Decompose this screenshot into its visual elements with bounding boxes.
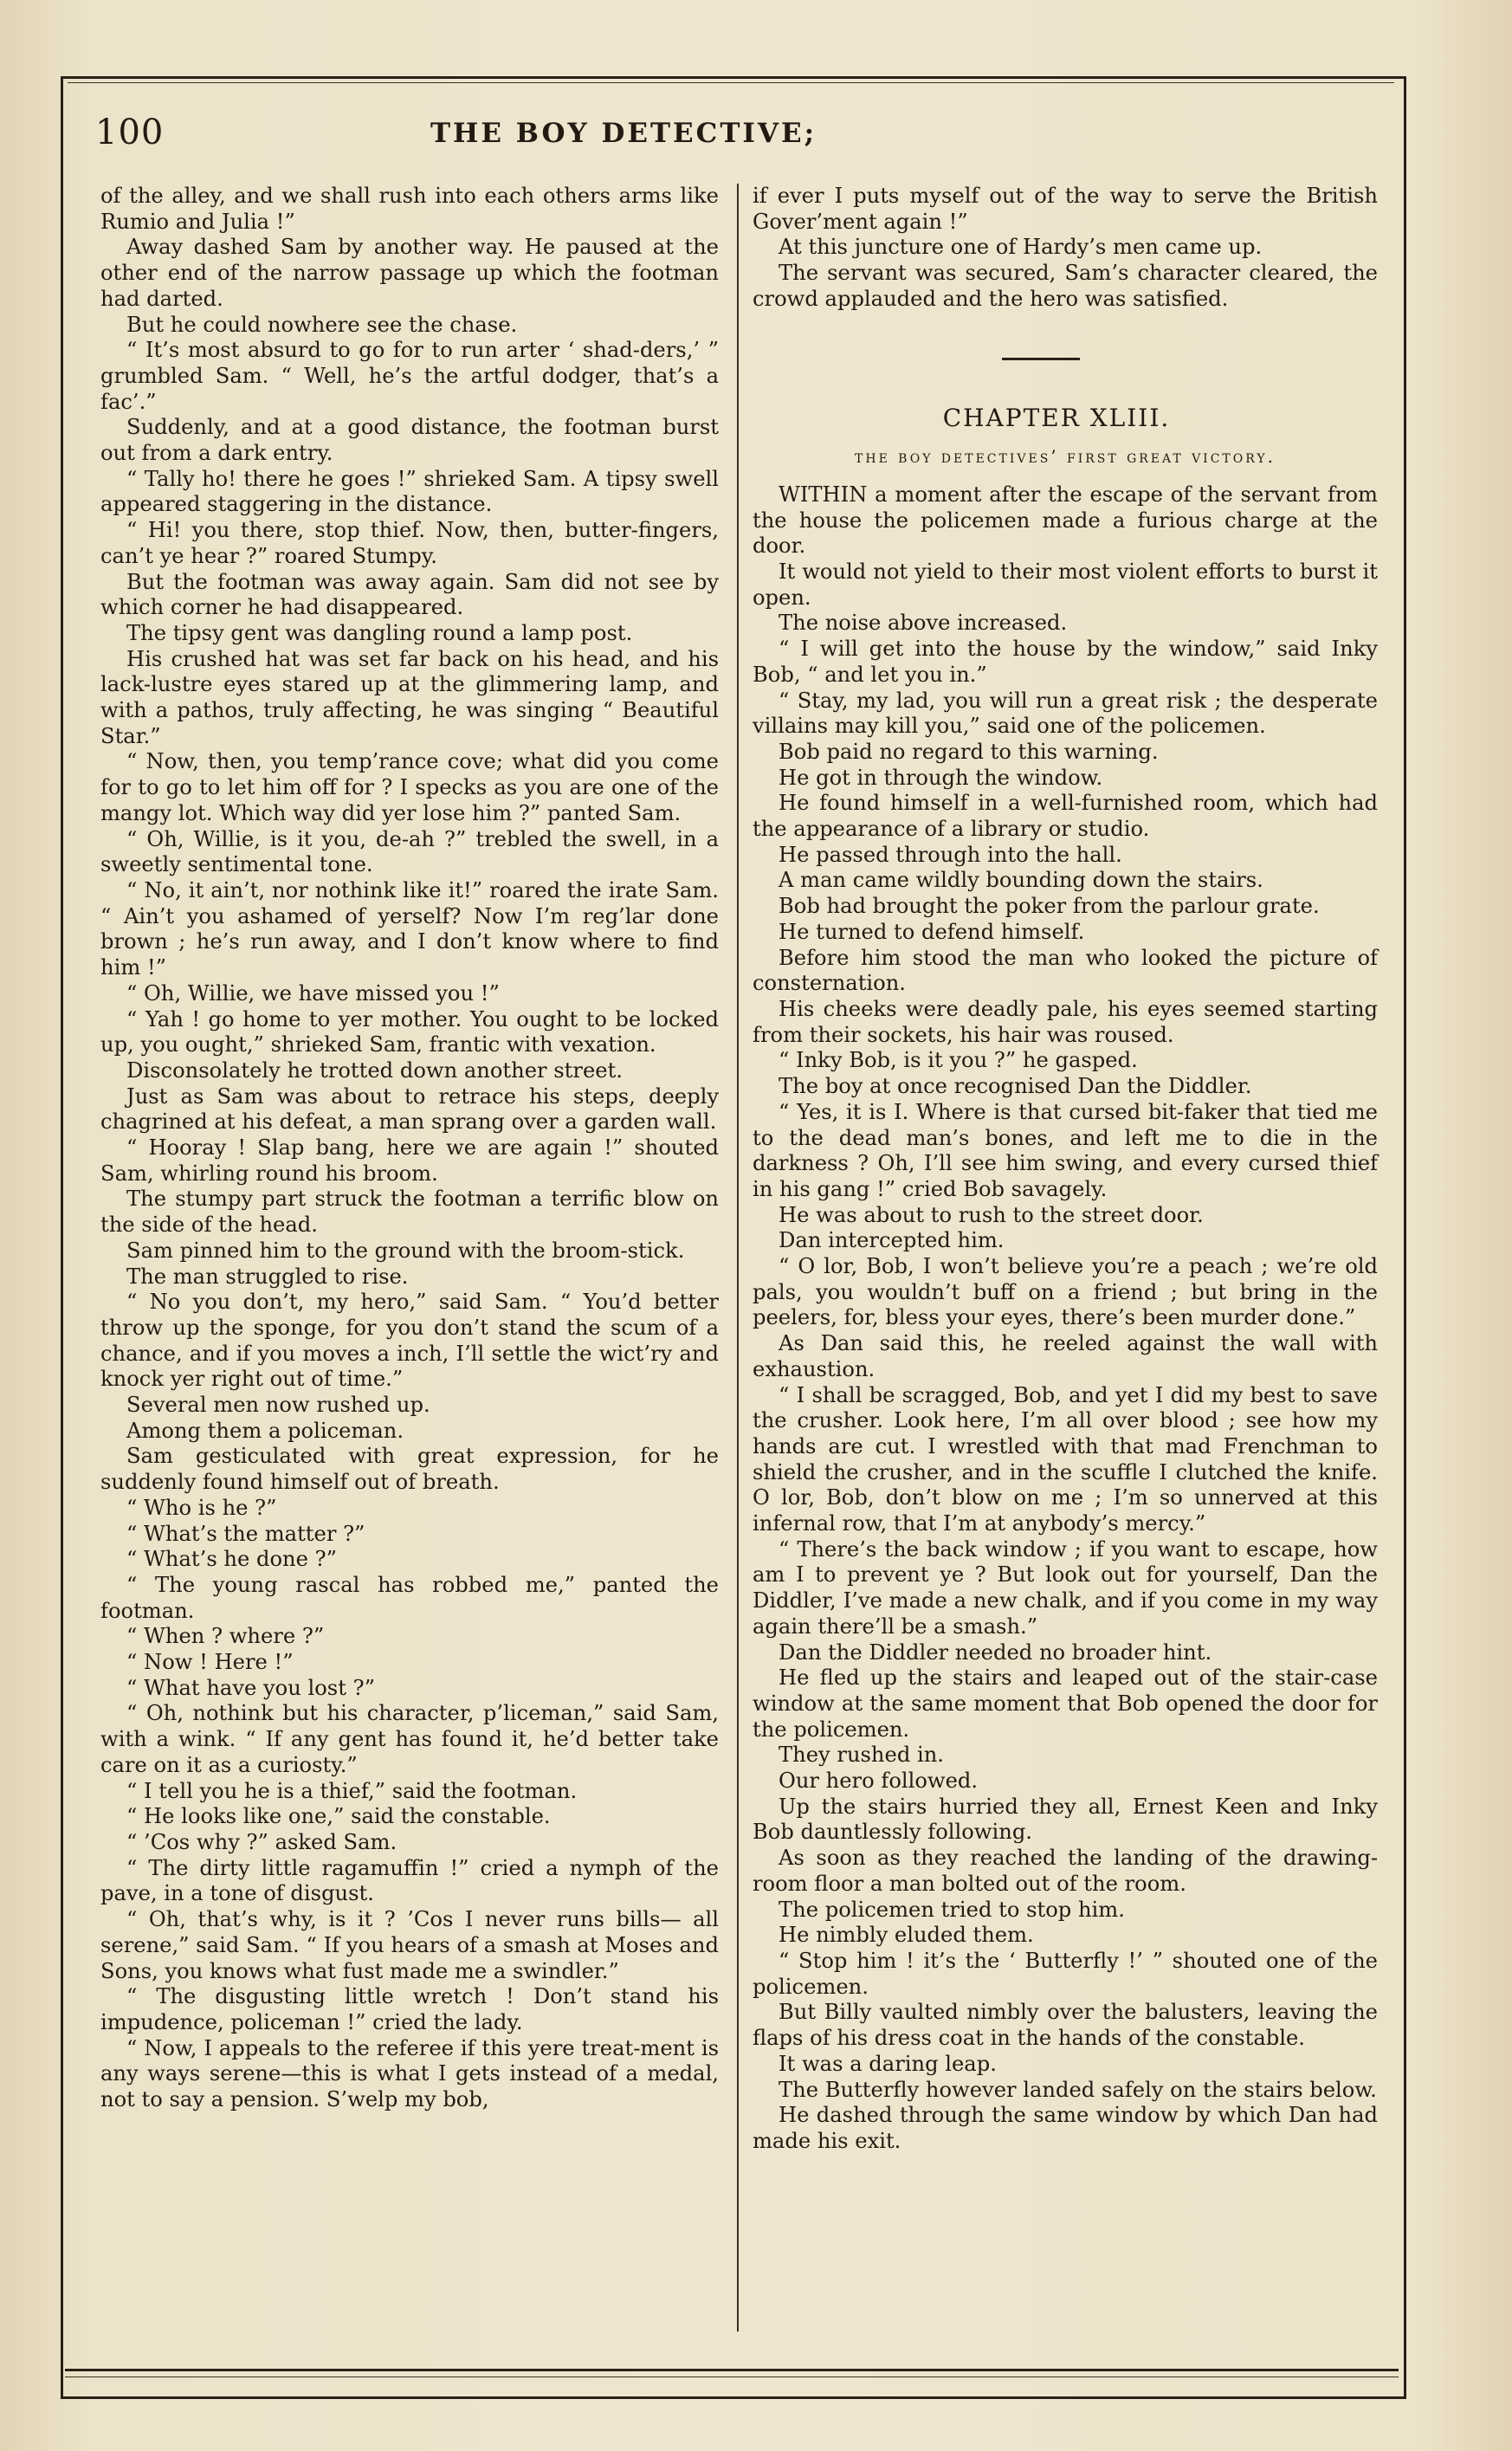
paragraph: “ What’s he done ?”	[126, 1547, 337, 1572]
paragraph: if ever I puts myself out of the way to serve the British Gover’ment again !”	[753, 184, 1378, 234]
page-number: 100	[95, 113, 165, 152]
paragraph: He got in through the window.	[779, 765, 1103, 790]
paragraph: At this juncture one of Hardy’s men came up.	[779, 235, 1263, 260]
paragraph: He found himself in a well-furnished room, which had the appearance of a library or studio.	[753, 791, 1378, 842]
paragraph: “ The disgusting little wretch ! Don’t stand his impudence, policeman !” cried the lady.	[100, 1984, 719, 2034]
paragraph: “ I shall be scragged, Bob, and yet I did my best to save the crusher. Look here, I’m all over blood ; see how my hands are cut. I wrestled with that mad Frenchman to shield the crusher, and in the scuffle I clutched the knife. O lor, Bob, don’t blow on me ; I’m so unnerved at this infernal row, that I’m at anybody’s mercy.”	[753, 1382, 1378, 1536]
paragraph: The stumpy part struck the footman a terrific blow on the side of the head.	[100, 1187, 719, 1238]
paragraph: “ ’Cos why ?” asked Sam.	[126, 1830, 397, 1854]
paragraph: Our hero followed.	[779, 1769, 979, 1794]
paragraph: The noise above increased.	[779, 611, 1068, 636]
paragraph: The policemen tried to stop him.	[779, 1897, 1125, 1922]
paragraph: “ He looks like one,” said the constable.	[126, 1804, 551, 1829]
paragraph: It would not yield to their most violent efforts to burst it open.	[753, 559, 1378, 610]
paragraph: Just as Sam was about to retrace his steps, deeply chagrined at his defeat, a man sprang over a garden wall.	[100, 1083, 719, 1135]
paragraph: The Butterfly however landed safely on the stairs below.	[779, 2077, 1377, 2102]
paragraph: It was a daring leap.	[779, 2051, 997, 2076]
paragraph: Among them a policeman.	[126, 1418, 404, 1443]
paragraph: “ Inky Bob, is it you ?” he gasped.	[779, 1048, 1138, 1073]
paragraph: “ There’s the back window ; if you want to escape, how am I to prevent ye ? But look out for yourself, Dan the Diddler, I’ve made a new chalk, and if you come in my way again there’ll be a smash.”	[753, 1536, 1378, 1639]
paragraph: The boy at once recognised Dan the Diddler.	[779, 1074, 1252, 1099]
paragraph: Dan the Diddler needed no broader hint.	[779, 1639, 1212, 1665]
paragraph: They rushed in.	[779, 1743, 944, 1768]
bottom-rule	[65, 2369, 1399, 2371]
paragraph: A man came wildly bounding down the stairs.	[779, 868, 1263, 893]
paragraph: His crushed hat was set far back on his head, and his lack-lustre eyes stared up at the glimmering lamp, and with a pathos, truly affecting, he was singing “ Beautiful Star.”	[100, 646, 719, 748]
paragraph: He nimbly eluded them.	[779, 1923, 1034, 1948]
paragraph: The servant was secured, Sam’s character cleared, the crowd applauded and the hero was satisfied.	[753, 261, 1378, 311]
paragraph: Sam gesticulated with great expression, for he suddenly found himself out of breath.	[100, 1444, 719, 1495]
column-divider	[737, 184, 739, 2331]
paragraph: “ Hooray ! Slap bang, here we are again !” shouted Sam, whirling round his broom.	[100, 1135, 719, 1186]
paragraph: But he could nowhere see the chase.	[126, 312, 518, 337]
paragraph: Bob paid no regard to this warning.	[779, 739, 1159, 764]
paragraph: “ Stop him ! it’s the ‘ Butterfly !’ ” shouted one of the policemen.	[753, 1949, 1378, 1999]
chapter-title: CHAPTER XLIII.	[942, 403, 1171, 432]
paragraph: “ Oh, Willie, we have missed you !”	[126, 980, 500, 1006]
paragraph: As soon as they reached the landing of the drawing-room floor a man bolted out of the room.	[753, 1846, 1378, 1896]
paragraph: “ Oh, nothink but his character, p’liceman,” said Sam, with a wink. “ If any gent has found it, he’d better take care on it as a curiosty.”	[100, 1701, 719, 1777]
paragraph: Disconsolately he trotted down another street.	[126, 1057, 624, 1083]
paragraph: “ The dirty little ragamuffin !” cried a nymph of the pave, in a tone of disgust.	[100, 1855, 719, 1906]
paragraph: “ O lor, Bob, I won’t believe you’re a peach ; we’re old pals, you wouldn’t buff on a friend ; but bring in the peelers, for, bless your eyes, there’s been murder done.”	[753, 1254, 1378, 1330]
paragraph: His cheeks were deadly pale, his eyes seemed starting from their sockets, his hair was roused.	[753, 996, 1378, 1047]
paragraph: Several men now rushed up.	[126, 1393, 430, 1418]
paragraph: “ The young rascal has robbed me,” panted the footman.	[100, 1572, 719, 1623]
paragraph: He dashed through the same window by which Dan had made his exit.	[753, 2103, 1378, 2153]
paragraph: Bob had brought the poker from the parlour grate.	[779, 894, 1320, 919]
paragraph: But Billy vaulted nimbly over the balusters, leaving the flaps of his dress coat in the hands of the constable.	[753, 2000, 1378, 2051]
left-column	[100, 184, 719, 2113]
paragraph: “ Tally ho! there he goes !” shrieked Sam. A tipsy swell appeared staggering in the distance.	[100, 466, 719, 517]
paragraph: “ Oh, that’s why, is it ? ’Cos I never runs bills— all serene,” said Sam. “ If you hears of a smash at Moses and Sons, you knows what fust made me a swindler.”	[100, 1907, 719, 1983]
paragraph: “ Now, then, you temp’rance cove; what did you come for to go to let him off for ? I specks as you are one of the mangy lot. Which way did yer lose him ?” panted Sam.	[100, 749, 719, 825]
paragraph: He fled up the stairs and leaped out of the stair-case window at the same moment that Bob opened the door for the policemen.	[753, 1665, 1378, 1742]
paragraph: “ No you don’t, my hero,” said Sam. “ You’d better throw up the sponge, for you don’t stand the scum of a chance, and if you moves a inch, I’ll settle the wict’ry and knock yer right out of time.”	[100, 1290, 719, 1392]
paragraph: “ Yes, it is I. Where is that cursed bit-faker that tied me to the dead man’s bones, and left me to die in the darkness ? Oh, I’ll see him swing, and every cursed thief in his gang !” cried Bob savagely.	[753, 1099, 1378, 1201]
paragraph: “ Oh, Willie, is it you, de-ah ?” trebled the swell, in a sweetly sentimental tone.	[100, 826, 719, 877]
right-column	[753, 184, 1378, 2155]
paragraph: He was about to rush to the street door.	[779, 1202, 1204, 1227]
paragraph: Suddenly, and at a good distance, the footman burst out from a dark entry.	[100, 415, 719, 466]
section-separator	[1002, 358, 1080, 360]
paragraph: He passed through into the hall.	[779, 842, 1122, 867]
paragraph: Sam pinned him to the ground with the broom-stick.	[126, 1238, 685, 1263]
page-header	[95, 113, 1377, 161]
paragraph: “ What have you lost ?”	[126, 1675, 375, 1700]
paragraph: “ I will get into the house by the window,” said Inky Bob, “ and let you in.”	[753, 637, 1378, 687]
paragraph: “ Stay, my lad, you will run a great risk ; the desperate villains may kill you,” said one of the policemen.	[753, 688, 1378, 739]
paragraph: As Dan said this, he reeled against the wall with exhaustion.	[753, 1331, 1378, 1381]
paragraph: The man struggled to rise.	[126, 1264, 409, 1289]
paragraph: “ What’s the matter ?”	[126, 1521, 365, 1546]
paragraph: “ Hi! you there, stop thief. Now, then, butter-fingers, can’t ye hear ?” roared Stumpy.	[100, 518, 719, 568]
paragraph: of the alley, and we shall rush into each others arms like Rumio and Julia !”	[100, 184, 719, 234]
top-rule	[68, 82, 1394, 83]
paragraph: “ It’s most absurd to go for to run arter ‘ shad-ders,’ ” grumbled Sam. “ Well, he’s the artful dodger, that’s a fac’.”	[100, 338, 719, 414]
paragraph: “ Yah ! go home to yer mother. You ought to be locked up, you ought,” shrieked Sam, frantic with vexation.	[100, 1006, 719, 1057]
chapter-subtitle: the boy detectives’ first great victory.	[855, 446, 1276, 468]
paragraph: The tipsy gent was dangling round a lamp post.	[126, 620, 633, 645]
paragraph: “ Now, I appeals to the referee if this yere treat-ment is any ways serene—this is what I gets instead of a medal, not to say a pension. S’welp my bob,	[100, 2035, 719, 2112]
paragraph: “ I tell you he is a thief,” said the footman.	[126, 1778, 578, 1803]
paragraph: Dan intercepted him.	[779, 1228, 1005, 1253]
paragraph: “ When ? where ?”	[126, 1624, 325, 1649]
paragraph: He turned to defend himself.	[779, 919, 1085, 944]
paragraph: “ Now ! Here !”	[126, 1650, 294, 1675]
paragraph: “ No, it ain’t, nor nothink like it!” roared the irate Sam. “ Ain’t you ashamed of yerself? Now I’m reg’lar done brown ; he’s run away, and I don’t know where to find him !”	[100, 877, 719, 980]
paragraph: “ Who is he ?”	[126, 1495, 277, 1520]
paragraph: Before him stood the man who looked the picture of consternation.	[753, 945, 1378, 996]
running-title: THE BOY DETECTIVE;	[430, 118, 817, 149]
paragraph: Away dashed Sam by another way. He paused at the other end of the narrow passage up which the footman had darted.	[100, 235, 719, 311]
paragraph: But the footman was away again. Sam did not see by which corner he had disappeared.	[100, 569, 719, 620]
paragraph: Up the stairs hurried they all, Ernest Keen and Inky Bob dauntlessly following.	[753, 1794, 1378, 1845]
paragraph: WITHIN a moment after the escape of the servant from the house the policemen made a furious charge at the door.	[753, 482, 1378, 559]
